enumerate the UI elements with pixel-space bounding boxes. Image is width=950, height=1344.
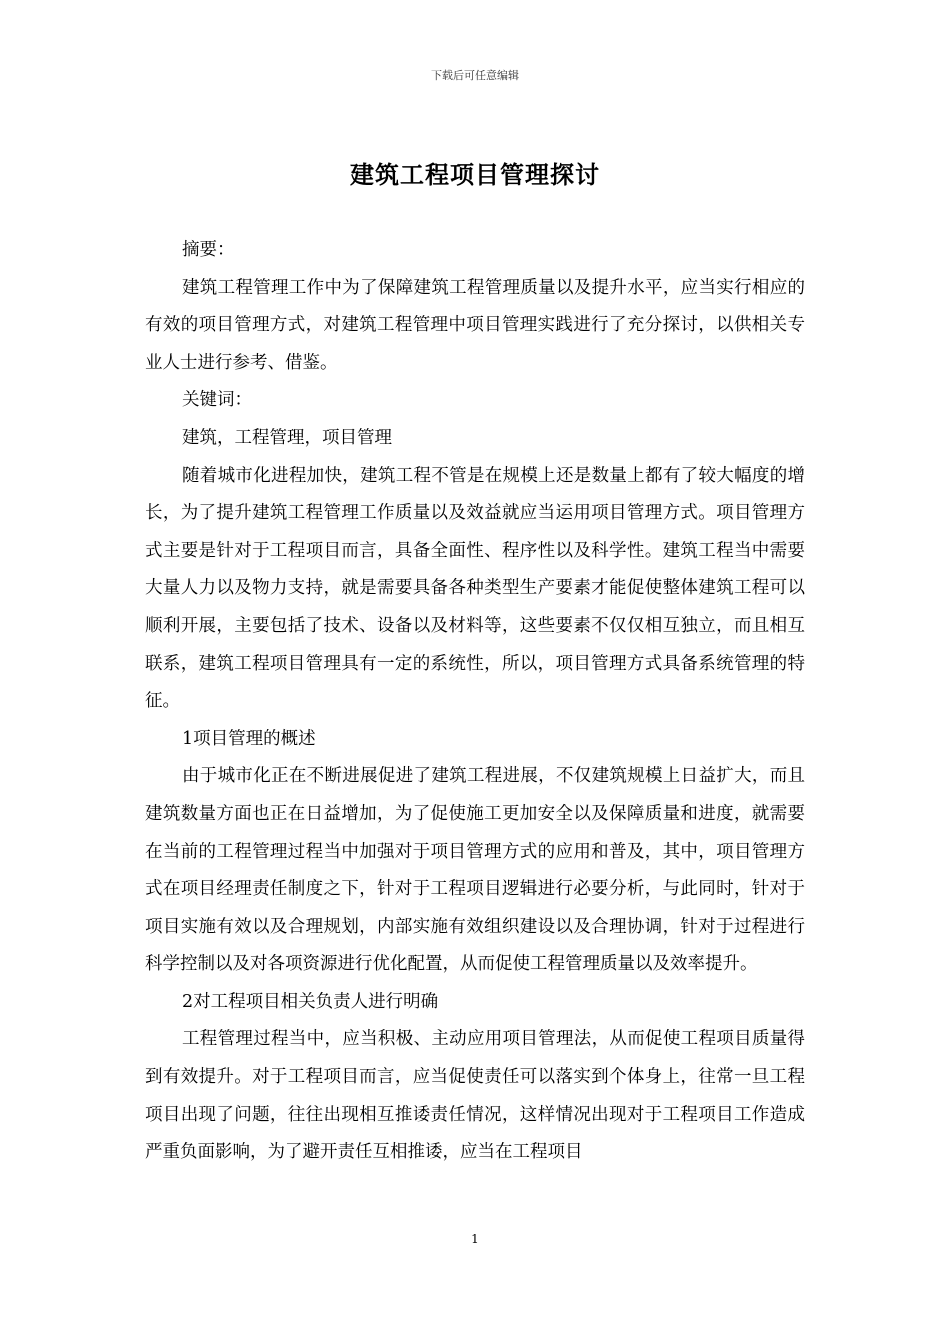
keywords-text: 建筑，工程管理，项目管理 [182, 427, 392, 448]
section-1-paragraph: 由于城市化正在不断进展促进了建筑工程进展，不仅建筑规模上日益扩大，而且建筑数量方面也正在日益增加，为了促使施工更加安全以及保障质量和进度，就需要在当前的工程管理过程当中加强对于项目管理方式的应用和普及，其中，项目管理方式在项目经理责任制度之下，针对于工程项目逻辑进行必要分析，与此同时，针对于项目实施有效以及合理规划，内部实施有效组织建设以及合理协调，针对于过程进行科学控制以及对各项资源进行优化配置，从而促使工程管理质量以及效率提升。 [145, 766, 805, 975]
page-number: 1 [471, 1232, 479, 1246]
section-heading-2: 2对工程项目相关负责人进行明确 [182, 991, 439, 1012]
abstract-label: 摘要： [182, 240, 235, 260]
document-body [145, 232, 805, 1172]
section-heading-1: 1项目管理的概述 [182, 728, 316, 749]
keywords-label: 关键词： [182, 390, 252, 411]
intro-paragraph: 随着城市化进程加快，建筑工程不管是在规模上还是数量上都有了较大幅度的增长，为了提升建筑工程管理工作质量以及效益就应当运用项目管理方式。项目管理方式主要是针对于工程项目而言，具备全面性、程序性以及科学性。建筑工程当中需要大量人力以及物力支持，就是需要具备各种类型生产要素才能促使整体建筑工程可以顺利开展，主要包括了技术、设备以及材料等，这些要素不仅仅相互独立，而且相互联系，建筑工程项目管理具有一定的系统性，所以，项目管理方式具备系统管理的特征。 [145, 465, 805, 712]
section-2-paragraph: 工程管理过程当中，应当积极、主动应用项目管理法，从而促使工程项目质量得到有效提升。对于工程项目而言，应当促使责任可以落实到个体身上，往常一旦工程项目出现了问题，往往出现相互推诿责任情况，这样情况出现对于工程项目工作造成严重负面影响，为了避开责任互相推诿，应当在工程项目 [145, 1029, 805, 1163]
document-title: 建筑工程项目管理探讨 [350, 160, 600, 189]
abstract-text: 建筑工程管理工作中为了保障建筑工程管理质量以及提升水平，应当实行相应的有效的项目管理方式，对建筑工程管理中项目管理实践进行了充分探讨，以供相关专业人士进行参考、借鉴。 [145, 277, 805, 373]
page-header: 下载后可任意编辑 [431, 69, 519, 82]
